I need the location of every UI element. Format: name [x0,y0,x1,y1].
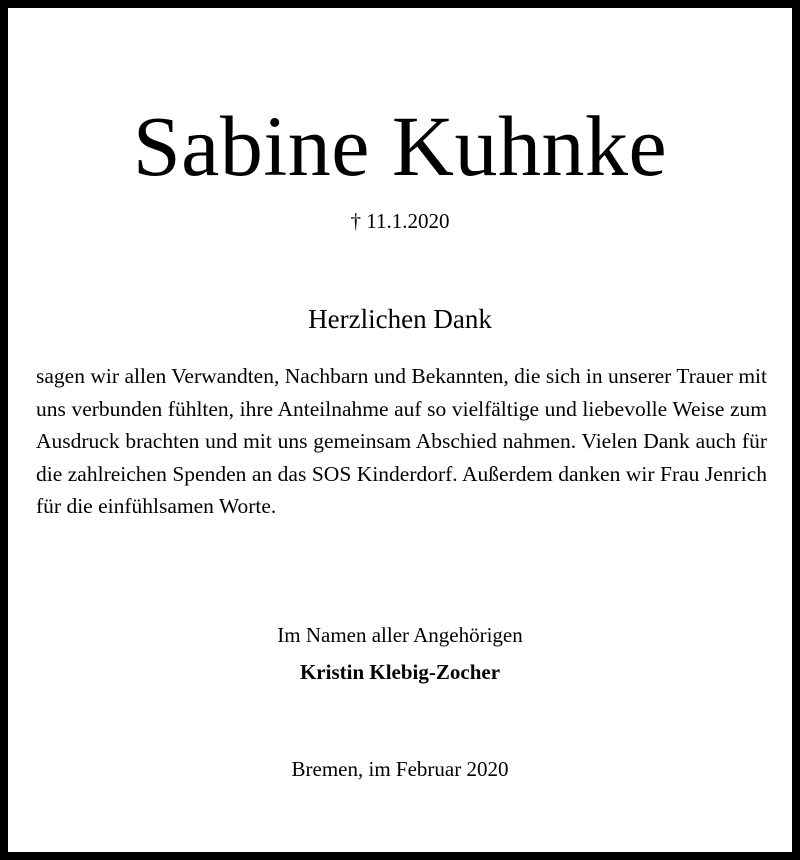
place-and-date: Bremen, im Februar 2020 [291,757,509,781]
thanks-body-text: sagen wir allen Verwandten, Nachbarn und Bekannten, die sich in unserer Trauer mit uns verbunden fühlten, ihre Anteilnahme auf so vielfältige und liebevolle Weise zum Ausdruck brachten und mit uns gemeinsam Abschied nahmen. Vielen Dank auch für die zahlreichen Spenden an das SOS Kinderdorf. Außerdem danken wir Frau Jenrich für die einfühlsamen Worte. [36,364,767,518]
thanks-heading: Herzlichen Dank [308,304,492,334]
deceased-name: Sabine Kuhnke [132,98,668,194]
signer-name: Kristin Klebig-Zocher [299,660,501,684]
death-date: † 11.1.2020 [350,209,450,233]
on-behalf-line: Im Namen aller Angehörigen [277,623,523,647]
